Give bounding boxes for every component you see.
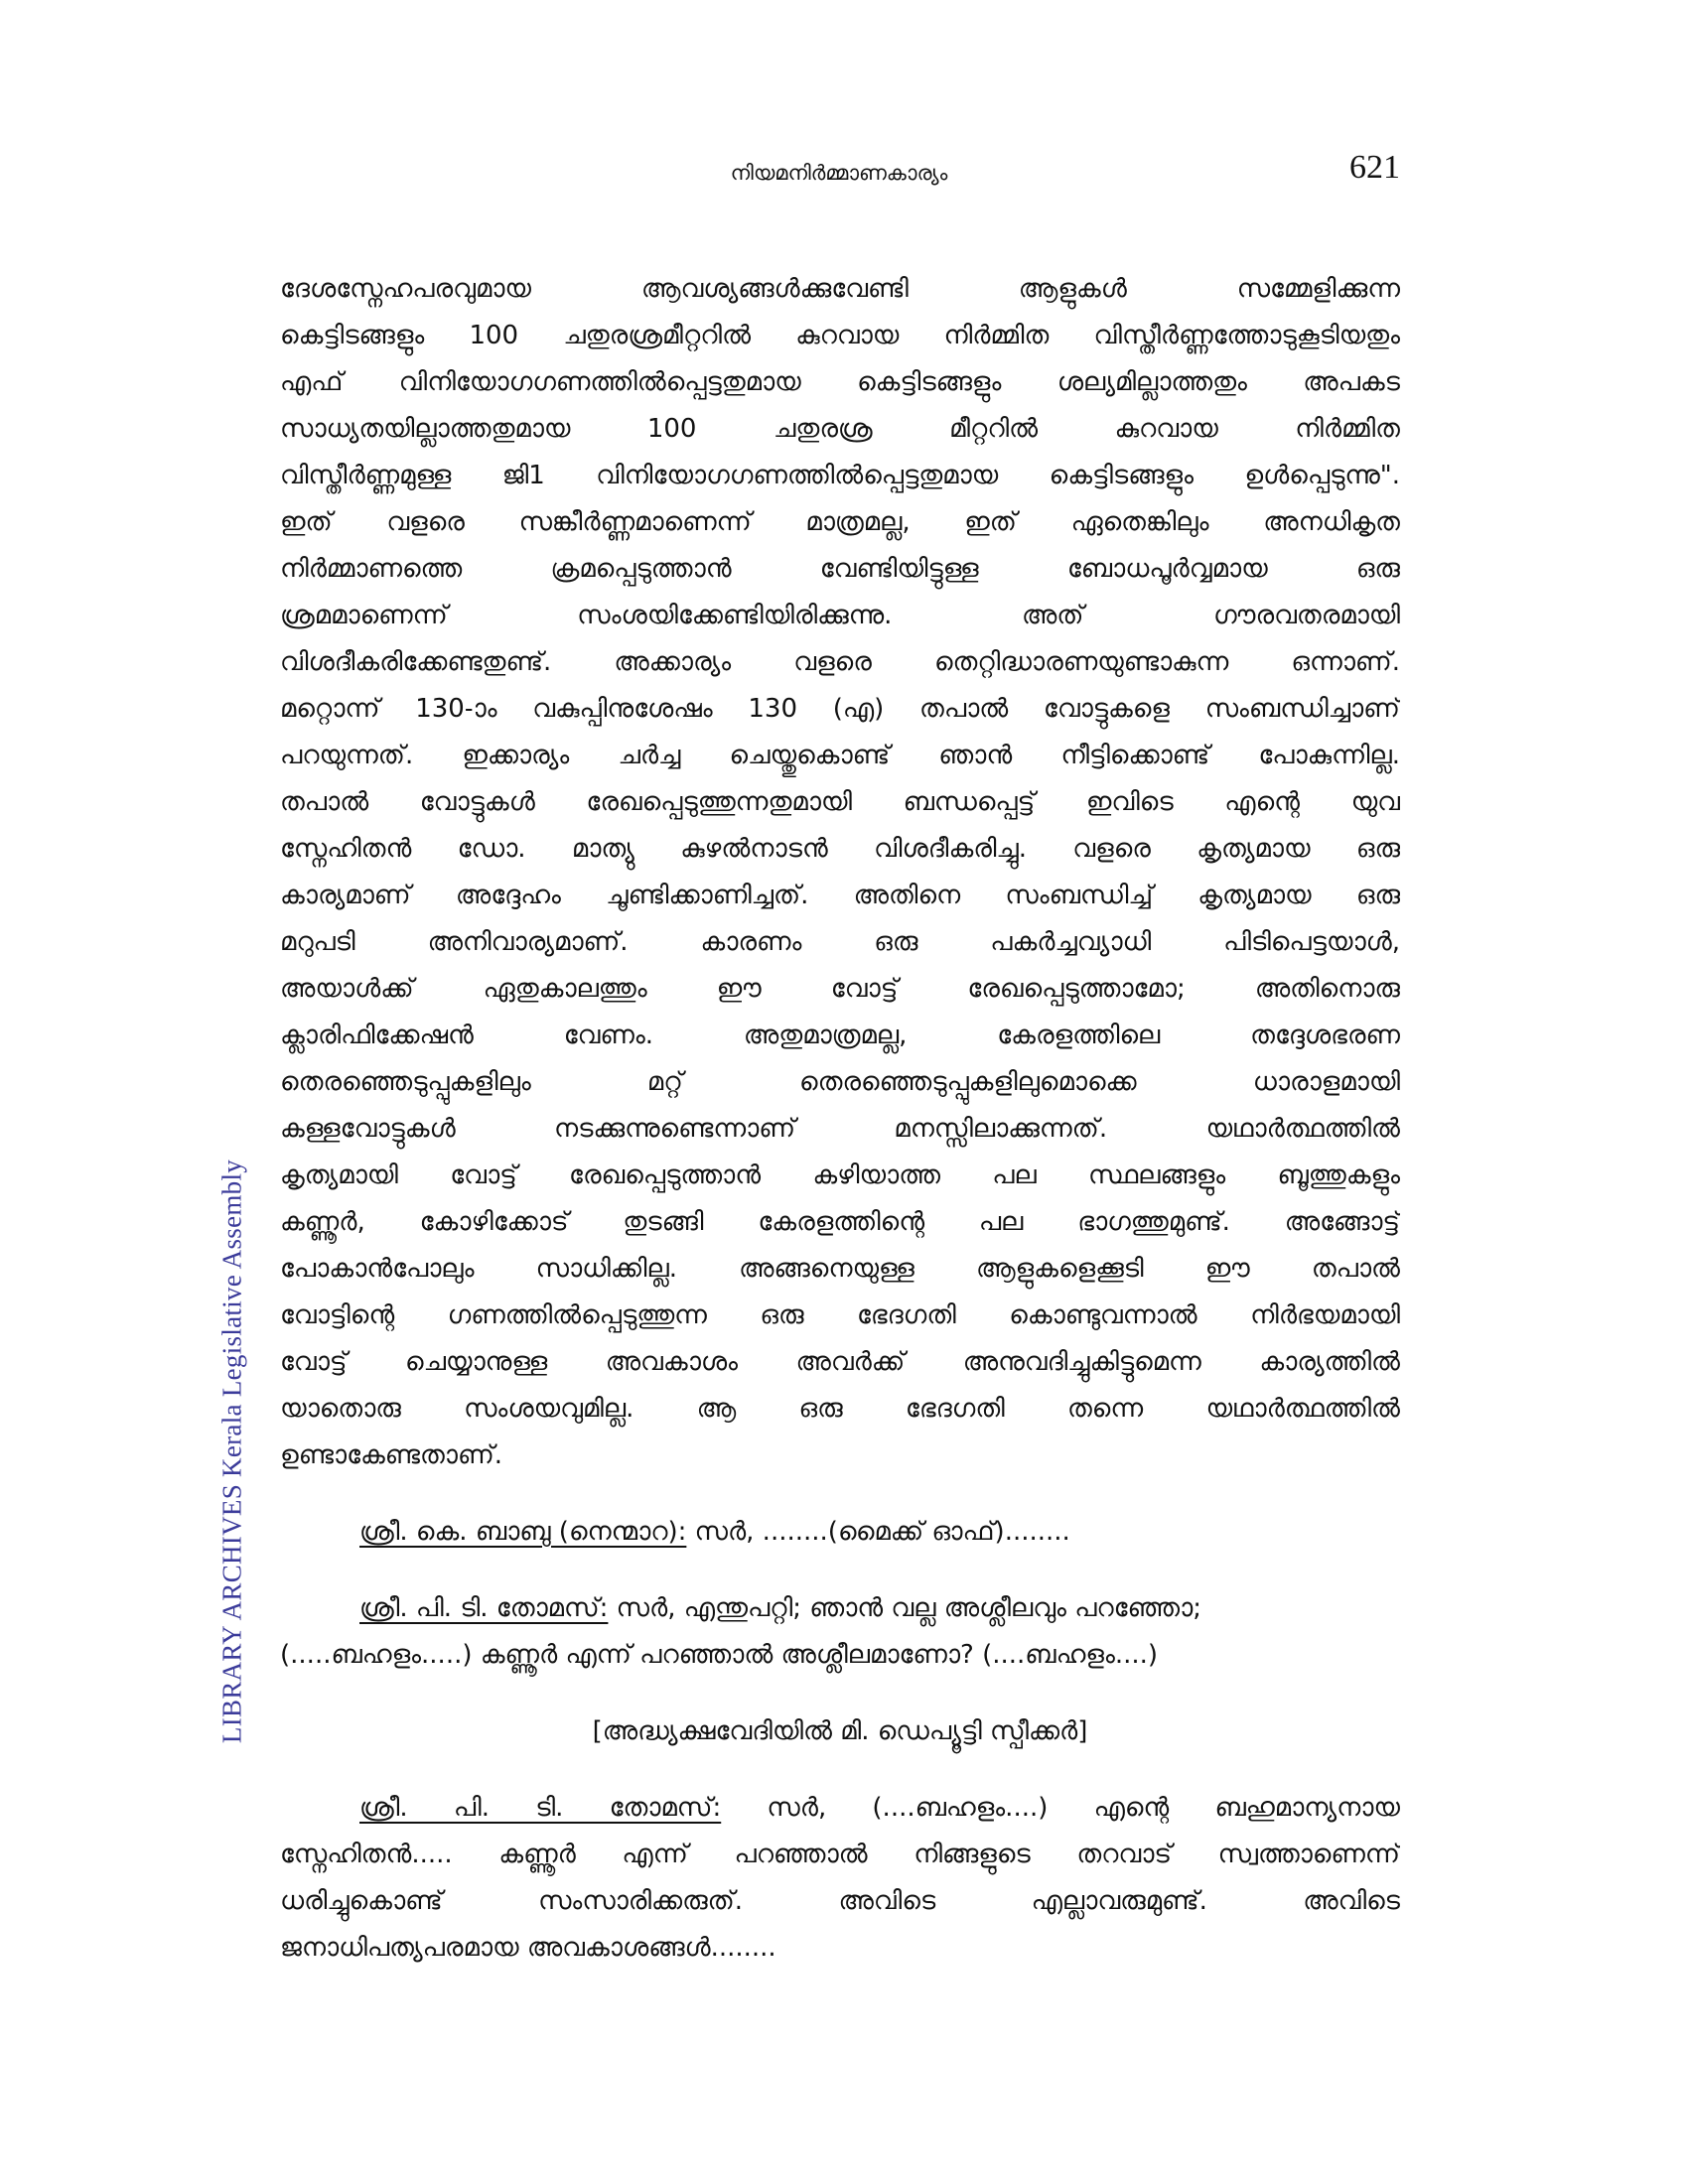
speech-line xyxy=(280,1785,1400,1832)
paragraph-line: തെരഞ്ഞെടുപ്പുകളിലും മറ്റ് തെരഞ്ഞെടുപ്പുകളിലുമൊക്കെ ധാരാളമായി xyxy=(280,1067,1400,1097)
speech-last-line: ജനാധിപത്യപരമായ അവകാശങ്ങൾ........ xyxy=(280,1933,776,1963)
speech-thomas-2 xyxy=(280,1785,1400,1972)
spacer xyxy=(280,1479,1400,1509)
speech-text: സർ, (....ബഹളം....) എന്റെ ബഹുമാന്യനായ xyxy=(721,1793,1400,1823)
speech-line xyxy=(280,1585,1400,1632)
paragraph-line: മറുപടി അനിവാര്യമാണ്. കാരണം ഒരു പകർച്ചവ്യാധി പിടിപെട്ടയാൾ, xyxy=(280,927,1400,957)
header-title: നിയമനിർമ്മാണകാര്യം xyxy=(730,161,948,185)
paragraph-line: മറ്റൊന്ന് 130-ാം വകുപ്പിനുശേഷം 130 (എ) തപാൽ വോട്ടുകളെ സംബന്ധിച്ചാണ് xyxy=(280,694,1400,724)
paragraph-line: പറയുന്നത്. ഇക്കാര്യം ചർച്ച ചെയ്തുകൊണ്ട് ഞാൻ നീട്ടിക്കൊണ്ട് പോകുന്നില്ല. xyxy=(280,741,1400,770)
speaker-name: ശ്രീ. കെ. ബാബു (നെന്മാറ): xyxy=(359,1517,687,1547)
paragraph-line: കെട്ടിടങ്ങളും 100 ചതുരശ്രമീറ്ററിൽ കുറവായ നിർമ്മിത വിസ്തീർണ്ണത്തോടുകൂടിയതും xyxy=(280,321,1400,350)
page-number: 621 xyxy=(1349,149,1400,186)
speaker-name: ശ്രീ. പി. ടി. തോമസ്: xyxy=(359,1593,609,1623)
paragraph-line: വിസ്തീർണ്ണമുള്ള ജി1 വിനിയോഗഗണത്തിൽപ്പെട്ടതുമായ കെട്ടിടങ്ങളും ഉൾപ്പെടുന്നു". xyxy=(280,461,1400,490)
paragraph-line: കൃത്യമായി വോട്ട് രേഖപ്പെടുത്താൻ കഴിയാത്ത പല സ്ഥലങ്ങളും ബൂത്തുകളും xyxy=(280,1160,1400,1190)
paragraph-line: വിശദീകരിക്കേണ്ടതുണ്ട്. അക്കാര്യം വളരെ തെറ്റിദ്ധാരണയുണ്ടാകുന്ന ഒന്നാണ്. xyxy=(280,647,1400,677)
speech-thomas-1 xyxy=(280,1585,1400,1679)
paragraph-1 xyxy=(280,266,1400,1479)
paragraph-line: തപാൽ വോട്ടുകൾ രേഖപ്പെടുത്തുന്നതുമായി ബന്ധപ്പെട്ട് ഇവിടെ എന്റെ യുവ xyxy=(280,787,1400,817)
archive-watermark: LIBRARY ARCHIVES Kerala Legislative Assembly xyxy=(216,1159,247,1744)
paragraph-line: സ്നേഹിതൻ ഡോ. മാത്യു കുഴൽനാടൻ വിശദീകരിച്ചു. വളരെ കൃത്യമായ ഒരു xyxy=(280,834,1400,864)
speaker-name: ശ്രീ. പി. ടി. തോമസ്: xyxy=(359,1793,722,1823)
paragraph-line: ദേശസ്നേഹപരവുമായ ആവശ്യങ്ങൾക്കുവേണ്ടി ആളുകൾ സമ്മേളിക്കുന്ന xyxy=(280,274,1400,304)
speech-line: ധരിച്ചുകൊണ്ട് സംസാരിക്കരുത്. അവിടെ എല്ലാവരുമുണ്ട്. അവിടെ xyxy=(280,1886,1400,1916)
speech-text: സർ, എന്തുപറ്റി; ഞാൻ വല്ല അശ്ലീലവും പറഞ്ഞോ; xyxy=(608,1593,1202,1623)
speech-line xyxy=(280,1509,1400,1556)
paragraph-line: എഫ് വിനിയോഗഗണത്തിൽപ്പെട്ടതുമായ കെട്ടിടങ്ങളും ശല്യമില്ലാത്തതും അപകട xyxy=(280,367,1400,397)
speech-line: (.....ബഹളം.....) കണ്ണൂർ എന്ന് പറഞ്ഞാൽ അശ്ലീലമാണോ? (....ബഹളം....) xyxy=(280,1640,1159,1670)
paragraph-line: അയാൾക്ക് ഏതുകാലത്തും ഈ വോട്ട് രേഖപ്പെടുത്താമോ; അതിനൊരു xyxy=(280,974,1400,1004)
speech-babu xyxy=(280,1509,1400,1556)
paragraph-last-line: ഉണ്ടാകേണ്ടതാണ്. xyxy=(280,1440,503,1470)
paragraph-line: വോട്ടിന്റെ ഗണത്തിൽപ്പെടുത്തുന്ന ഒരു ഭേദഗതി കൊണ്ടുവന്നാൽ നിർഭയമായി xyxy=(280,1300,1400,1330)
paragraph-line: കണ്ണൂർ, കോഴിക്കോട് തുടങ്ങി കേരളത്തിന്റെ പല ഭാഗത്തുമുണ്ട്. അങ്ങോട്ട് xyxy=(280,1207,1400,1237)
speech-line: സ്നേഹിതൻ..... കണ്ണൂർ എന്ന് പറഞ്ഞാൽ നിങ്ങളുടെ തറവാട് സ്വത്താണെന്ന് xyxy=(280,1840,1400,1869)
speech-text: സർ, ........(മൈക്ക് ഓഫ്)........ xyxy=(686,1517,1070,1547)
paragraph-line: വോട്ട് ചെയ്യാനുള്ള അവകാശം അവർക്ക് അനുവദിച്ചുകിട്ടുമെന്ന കാര്യത്തിൽ xyxy=(280,1347,1400,1377)
paragraph-line: സാധ്യതയില്ലാത്തതുമായ 100 ചതുരശ്ര മീറ്ററിൽ കുറവായ നിർമ്മിത xyxy=(280,414,1400,444)
paragraph-line: കാര്യമാണ് അദ്ദേഹം ചൂണ്ടിക്കാണിച്ചത്. അതിനെ സംബന്ധിച്ച് കൃത്യമായ ഒരു xyxy=(280,881,1400,910)
paragraph-line: പോകാൻപോലും സാധിക്കില്ല. അങ്ങനെയുള്ള ആളുകളെക്കൂടി ഈ തപാൽ xyxy=(280,1254,1400,1284)
paragraph-line: കള്ളവോട്ടുകൾ നടക്കുന്നുണ്ടെന്നാണ് മനസ്സിലാക്കുന്നത്. യഥാർത്ഥത്തിൽ xyxy=(280,1114,1400,1144)
spacer xyxy=(280,1556,1400,1585)
paragraph-line: നിർമ്മാണത്തെ ക്രമപ്പെടുത്താൻ വേണ്ടിയിട്ടുള്ള ബോധപൂർവ്വമായ ഒരു xyxy=(280,554,1400,584)
spacer xyxy=(280,1679,1400,1708)
paragraph-line: ക്ലാരിഫിക്കേഷൻ വേണം. അതുമാത്രമല്ല, കേരളത്തിലെ തദ്ദേശഭരണ xyxy=(280,1021,1400,1050)
paragraph-line: ഇത് വളരെ സങ്കീർണ്ണമാണെന്ന് മാത്രമല്ല, ഇത് ഏതെങ്കിലും അനധികൃത xyxy=(280,507,1400,537)
paragraph-line: ശ്രമമാണെന്ന് സംശയിക്കേണ്ടിയിരിക്കുന്നു. അത് ഗൗരവതരമായി xyxy=(280,601,1400,630)
spacer xyxy=(280,1755,1400,1785)
chair-note: [അദ്ധ്യക്ഷവേദിയിൽ മി. ഡെപ്യൂട്ടി സ്പീക്കർ] xyxy=(592,1716,1088,1746)
running-header xyxy=(278,149,1400,199)
paragraph-line: യാതൊരു സംശയവുമില്ല. ആ ഒരു ഭേദഗതി തന്നെ യഥാർത്ഥത്തിൽ xyxy=(280,1394,1400,1424)
body-text xyxy=(280,266,1400,1972)
